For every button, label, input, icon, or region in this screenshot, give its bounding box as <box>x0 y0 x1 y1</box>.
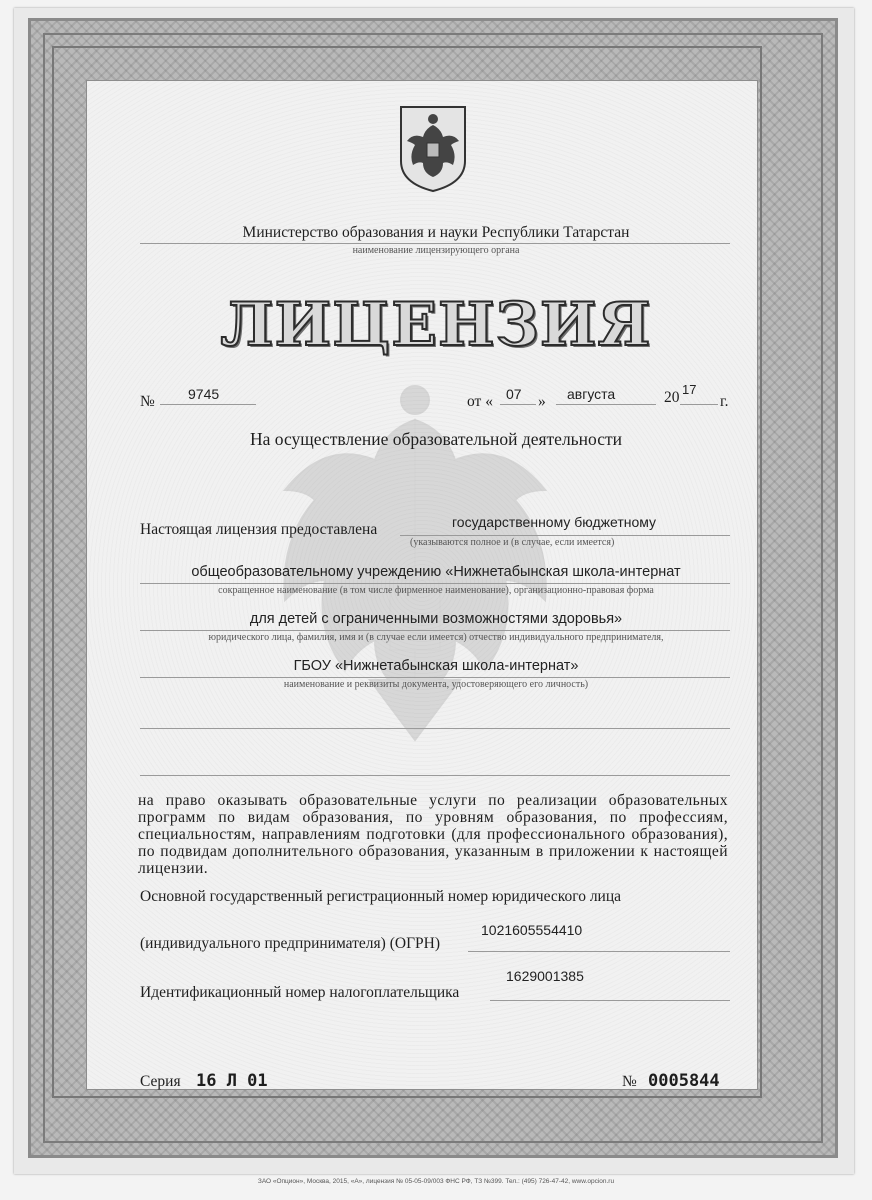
licensee-line-3: для детей с ограниченными возможностями здоровья» <box>249 611 623 627</box>
ogrn-underline <box>468 951 730 952</box>
number-label: № <box>140 393 155 410</box>
year-suffix: 17 <box>682 382 697 397</box>
licensee-intro: Настоящая лицензия предоставлена <box>140 521 378 538</box>
page-title: ЛИЦЕНЗИЯ <box>220 290 652 360</box>
blank-line-1 <box>140 728 730 729</box>
ogrn-label-2: (индивидуального предпринимателя) (ОГРН) <box>140 935 441 952</box>
day-close-quote: » <box>538 393 546 410</box>
licensee-line-2: общеобразовательному учреждению «Нижнетабынская школа-интернат <box>191 564 681 580</box>
blank-number-label: № <box>622 1073 637 1090</box>
series-label: Серия <box>140 1073 181 1090</box>
licensee-caption-4: наименование и реквизиты документа, удостоверяющего его личность) <box>283 679 589 690</box>
number-underline <box>160 404 256 405</box>
ogrn-label-1: Основной государственный регистрационный номер юридического лица <box>140 888 622 905</box>
licensee-underline-1 <box>400 535 730 536</box>
series-value: 16 Л 01 <box>196 1071 268 1091</box>
licensee-underline-2 <box>140 583 730 584</box>
year-underline <box>680 404 718 405</box>
year-prefix: 20 <box>664 389 680 406</box>
printer-footer: ЗАО «Опцион», Москва, 2015, «А», лицензия № 05-05-09/003 ФНС РФ, ТЗ №399. Тел.: (495) 726-47-42, www.opcion.ru <box>257 1178 615 1185</box>
licensee-line-4: ГБОУ «Нижнетабынская школа-интернат» <box>293 658 579 674</box>
ministry-name: Министерство образования и науки Республики Татарстан <box>242 224 630 241</box>
licensee-caption-1: (указываются полное и (в случае, если имеется) <box>410 537 615 548</box>
inn-label: Идентификационный номер налогоплательщика <box>140 984 460 1001</box>
license-number: 9745 <box>188 386 220 402</box>
blank-line-2 <box>140 775 730 776</box>
inn-value: 1629001385 <box>506 968 584 984</box>
ogrn-value: 1021605554410 <box>481 922 583 938</box>
day-underline <box>500 404 536 405</box>
licensee-line-1: государственному бюджетному <box>452 514 657 530</box>
activity-type: На осуществление образовательной деятельности <box>250 429 622 449</box>
coat-of-arms-icon <box>397 105 469 193</box>
licensee-caption-3: юридического лица, фамилия, имя и (в случае если имеется) отчество индивидуального предпринимателя, <box>208 632 664 643</box>
year-end-label: г. <box>720 393 729 410</box>
licensee-caption-2: сокращенное наименование (в том числе фирменное наименование), организационно-правовая форма <box>218 585 654 596</box>
date-from-label: от « <box>467 393 493 410</box>
blank-number: 0005844 <box>648 1071 720 1091</box>
date-month: августа <box>567 386 616 402</box>
licensee-underline-4 <box>140 677 730 678</box>
ministry-underline <box>140 243 730 244</box>
licensee-underline-3 <box>140 630 730 631</box>
rights-paragraph: на право оказывать образовательные услуги по реализации образовательных программ по видам образования, по уровням образования, по профессиям, специальностям, направлениям подготовки (для профессионального образования), по подвидам дополнительного образования, указанным в приложении к настоящей лицензии. <box>138 792 728 877</box>
ministry-caption: наименование лицензирующего органа <box>352 245 520 256</box>
date-day: 07 <box>506 386 522 402</box>
month-underline <box>556 404 656 405</box>
inn-underline <box>490 1000 730 1001</box>
